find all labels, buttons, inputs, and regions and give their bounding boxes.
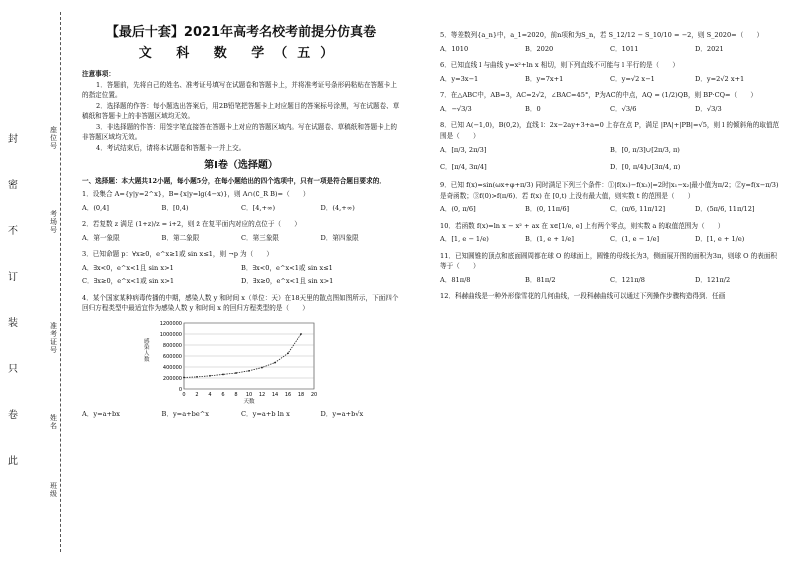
option: B．(1, e + 1/e] [525, 235, 574, 243]
option: B．0 [525, 104, 541, 113]
binding-char: 订 [8, 272, 18, 283]
binding-char: 此 [8, 456, 18, 467]
option: B．2020 [525, 44, 554, 53]
chart-data-point [274, 361, 276, 363]
binding-char: 装 [8, 318, 18, 329]
notice-heading: 注意事项： [82, 70, 115, 78]
option: A．[π/3, 2π/3] [440, 146, 487, 154]
option: A．第一象限 [82, 233, 120, 242]
chart-xtick-label: 6 [221, 391, 225, 398]
option: C．[4,+∞) [241, 203, 276, 212]
chart-svg [142, 317, 322, 405]
chart-xtick-label: 10 [245, 391, 253, 398]
option: C．1011 [610, 44, 639, 53]
option: C．y=a+b ln x [241, 409, 290, 418]
question-options [440, 74, 780, 85]
question-stem: 5．等差数列{a_n}中，a_1=2020，前n项和为S_n，若 S_12/12 − S_10/10 = −2，则 S_2020=（ ） [440, 31, 764, 39]
chart-data-point [248, 369, 250, 371]
field-admission-number: 准考证号 [50, 322, 57, 354]
binding-char: 封 [8, 134, 18, 145]
question-stem: 11．已知圆锥的顶点和底面圆周都在球 O 的球面上，圆锥的母线长为3，侧面展开图的面积为3π，则球 O 的表面积等于（ ） [440, 251, 778, 270]
question-options [82, 276, 400, 287]
option: A．∃x<0，e^x<1且 sin x>1 [82, 263, 174, 272]
option: B．y=a+be^x [161, 409, 210, 418]
chart-xtick-label: 16 [284, 391, 292, 398]
chart-xtick-label: 20 [310, 391, 318, 398]
question-options [440, 275, 780, 286]
chart-data-point [222, 373, 224, 375]
option: B．[0, π/3]∪[2π/3, π) [610, 146, 680, 154]
question-options [440, 204, 780, 215]
option: D．√3/3 [695, 104, 722, 113]
option: B．[0,4) [161, 203, 189, 212]
chart-xtick-label: 14 [271, 391, 279, 398]
option: B．y=7x+1 [525, 74, 564, 83]
option: D．2021 [695, 44, 724, 53]
option: C．(π/6, 11π/12] [610, 205, 666, 213]
question-options [82, 409, 400, 420]
option: C．√3/6 [610, 104, 637, 113]
question-options [82, 263, 400, 274]
option: D．y=a+b√x [320, 409, 364, 418]
question-stem: 1．设集合 A={y|y=2^x}，B={x|y=lg(4−x)}，则 A∩(∁_R B)=（ ） [82, 190, 310, 198]
question-options [82, 203, 400, 214]
chart-xtick-label: 18 [297, 391, 305, 398]
option: A．[1, e − 1/e) [440, 235, 489, 243]
chart-ytick-label: 600000 [162, 353, 182, 360]
option: A．(0, π/6] [440, 205, 476, 213]
option: A．y=a+bx [82, 409, 121, 418]
question-stem: 6．已知直线 l 与曲线 y=x²+ln x 相切，则下列直线不可能与 l 平行的是（ ） [440, 61, 679, 69]
option: B．(0, 11π/6] [525, 205, 570, 213]
notice-item: 2．选择题的作答：每小题选出答案后，用2B铅笔把答题卡上对应题目的答案标号涂黑，写在试题卷、草稿纸和答题卡上的非答题区域均无效。 [82, 101, 400, 120]
field-name: 姓名 [50, 414, 57, 430]
scatter-chart [142, 317, 322, 405]
question-stem: 4．某个国家某种病毒传播的中期，感染人数 y 和时间 x（单位：天）在18天里的散点图如图所示，下面四个回归方程类型中最适宜作为感染人数 y 和时间 x 的回归方程类型的是（ ） [82, 293, 399, 312]
chart-data-point [196, 376, 198, 378]
chart-ylabel: 感染人数 [144, 338, 150, 363]
option: B．∃x<0，e^x<1或 sin x≤1 [241, 263, 333, 272]
part-title: 第Ⅰ卷（选择题） [204, 160, 278, 171]
binding-char: 不 [8, 226, 18, 237]
subject-title: 文 科 数 学（五） [138, 45, 344, 61]
binding-char: 卷 [8, 410, 18, 421]
option: A．81π/8 [440, 275, 471, 284]
chart-data-point [209, 374, 211, 376]
option: A．y=3x−1 [440, 74, 479, 83]
chart-ytick-label: 200000 [162, 375, 182, 382]
option: D．[0, π/4]∪[3π/4, π) [610, 162, 681, 171]
chart-data-point [261, 366, 263, 368]
option: B．81π/2 [525, 275, 556, 284]
chart-data-point [300, 333, 302, 335]
question-stem: 10．若函数 f(x)=ln x − x² + ax 在 x∈[1/e, e] 上有两个零点，则实数 a 的取值范围为（ ） [440, 221, 725, 230]
question-options [440, 234, 780, 245]
section-intro: 一、选择题：本大题共12小题，每小题5分，在每小题给出的四个选项中，只有一项是符合题目要求的． [82, 176, 386, 185]
option: D．(4,+∞) [320, 203, 355, 212]
option: C．[π/4, 3π/4] [440, 162, 487, 171]
notice-item: 3．非选择题的作答：用签字笔直接答在答题卡上对应的答题区域内。写在试题卷、草稿纸和答题卡上的非答题区域均无效。 [82, 122, 397, 141]
question-stem: 12．科赫曲线是一种外形像雪花的几何曲线，一段科赫曲线可以通过下列操作步骤构造得到．任画 [440, 292, 726, 300]
page-title: 【最后十套】2021年高考名校考前提分仿真卷 [105, 25, 377, 40]
chart-ytick-label: 400000 [162, 364, 182, 371]
notice-item: 4．考试结束后，请将本试题卷和答题卡一并上交。 [96, 143, 246, 152]
chart-xtick-label: 12 [258, 391, 266, 398]
question-options [440, 145, 780, 172]
chart-ytick-label: 1000000 [159, 331, 182, 338]
chart-series-line [184, 334, 301, 378]
chart-data-point [287, 352, 289, 354]
option: D．∃x≥0，e^x<1且 sin x>1 [241, 277, 334, 285]
chart-xtick-label: 0 [182, 391, 186, 398]
notice-block [82, 69, 400, 153]
chart-ytick-label: 800000 [162, 342, 182, 349]
chart-data-point [235, 372, 237, 374]
chart-data-point [183, 376, 185, 378]
option: C．y=√2 x−1 [610, 74, 655, 83]
option: D．(5π/6, 11π/12] [695, 205, 755, 213]
chart-xtick-label: 2 [195, 391, 199, 398]
question-stem: 9．已知 f(x)=sin(ωx+φ+π/3) 同时满足下列三个条件：①|f(x₁)−f(x₂)|=2时|x₁−x₂|最小值为π/2；②y=f(x−π/3)是奇函数；③f(0)>f(π/6)．若 f(x) 在 [0,t) 上没有最大值，则实数 t 的范围是（ ） [440, 181, 779, 200]
binding-dashed-line [60, 12, 61, 552]
field-exam-room: 考场号 [50, 210, 57, 234]
chart-ytick-label: 0 [178, 386, 182, 393]
question-options [440, 104, 780, 115]
option: D．[1, e + 1/e) [695, 235, 745, 243]
option: C．∃x≥0，e^x<1或 sin x>1 [82, 277, 175, 285]
option: C．第三象限 [241, 233, 280, 242]
question-stem: 7．在△ABC中，AB=3，AC=2√2，∠BAC=45°，P为AC的中点，AQ = (1/2)QB，则 BP·CQ=（ ） [440, 91, 757, 99]
option: A．1010 [440, 44, 469, 53]
option: C．121π/8 [610, 275, 645, 284]
question-stem: 3．已知命题 p：∀x≥0，e^x≥1或 sin x≤1，则 ¬p 为（ ） [82, 250, 274, 258]
option: A．(0,4] [82, 203, 109, 212]
chart-ytick-label: 1200000 [159, 320, 182, 327]
chart-xlabel: 天数 [243, 398, 255, 405]
option: B．第二象限 [161, 233, 200, 242]
option: D．y=2√2 x+1 [695, 74, 745, 83]
option: D．第四象限 [320, 233, 359, 242]
field-class: 班级 [50, 482, 57, 498]
option: D．121π/2 [695, 275, 731, 284]
question-options [82, 233, 400, 244]
notice-item: 1．答题前，先将自己的姓名、准考证号填写在试题卷和答题卡上，并将准考证号条形码粘贴在答题卡上的指定位置。 [82, 80, 397, 99]
question-stem: 2．若复数 z 满足 (1+z)/z = i+2，则 z̄ 在复平面内对应的点位于（ ） [82, 220, 301, 228]
option: C．(1, e − 1/e] [610, 235, 660, 243]
chart-xtick-label: 8 [234, 391, 238, 398]
option: A．−√3/3 [440, 104, 472, 113]
right-column [440, 30, 780, 305]
binding-margin [0, 0, 80, 562]
binding-char: 密 [8, 180, 18, 191]
chart-xtick-label: 4 [208, 391, 212, 398]
field-seat-number: 座位号 [50, 126, 57, 150]
binding-char: 只 [8, 364, 18, 375]
left-column [82, 25, 400, 425]
question-stem: 8．已知 A(−1,0)，B(0,2)，直线 l：2x−2ay+3+a=0 上存在点 P，满足 |PA|+|PB|=√5，则 l 的倾斜角的取值范围是（ ） [440, 121, 780, 140]
question-options [440, 44, 780, 55]
